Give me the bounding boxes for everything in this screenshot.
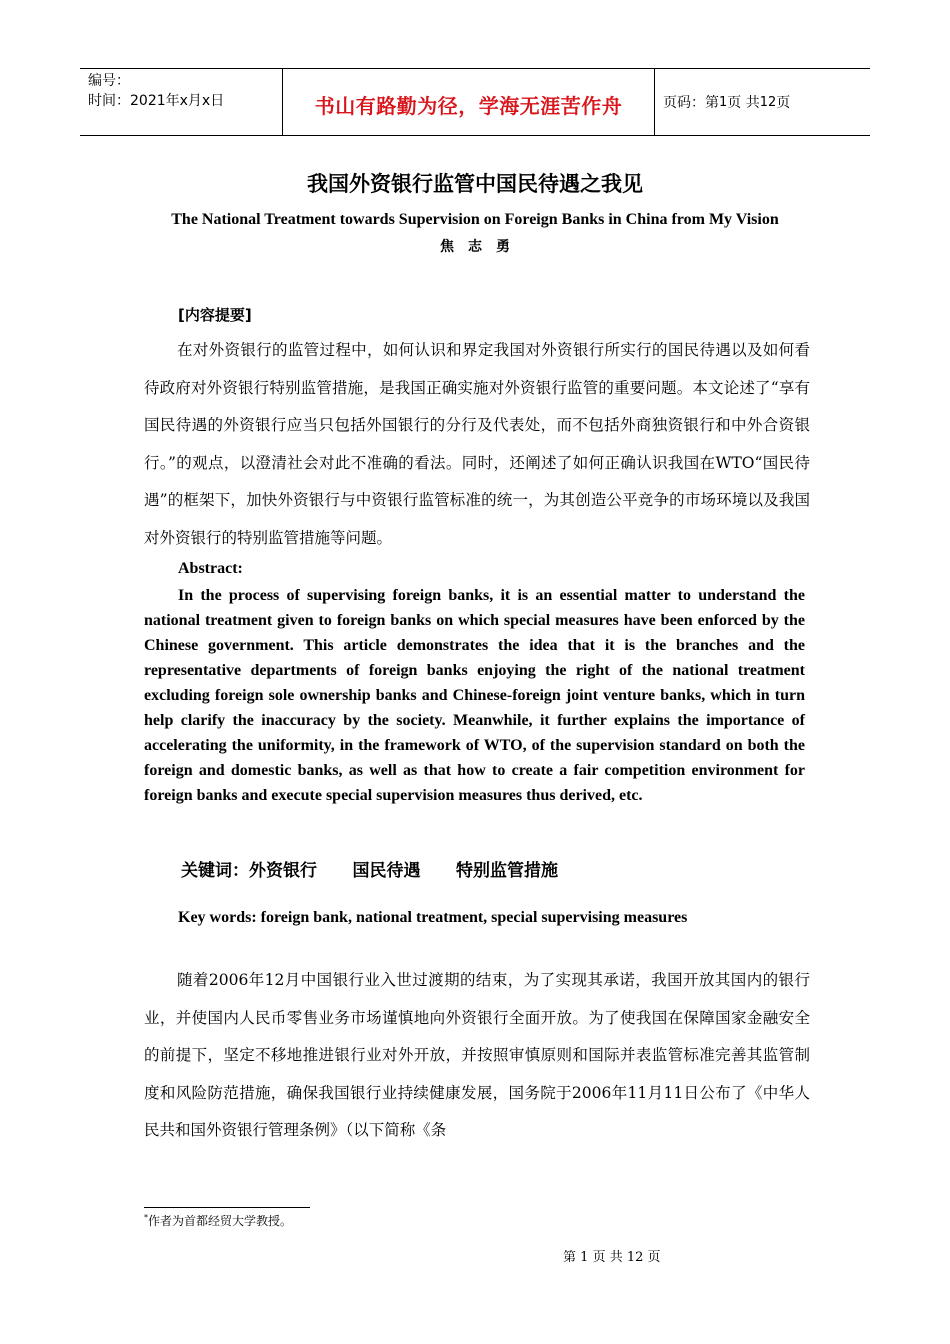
keyword-2: 国民待遇 [352, 861, 421, 881]
page-footer [563, 1246, 661, 1265]
time-label: 时间：2021年x月x日 [88, 93, 225, 109]
abstract-text: In the process of supervising foreign banks, it is an essential matter to understand the national treatment given to foreign banks on which special measures have been enforced by the Chinese government. This article demonstrates the idea that it is the branches and the representative departments of foreign banks enjoying the right of the national treatment excluding foreign sole ownership banks and Chinese-foreign joint venture banks, which in turn help clarify the inaccuracy by the society. Meanwhile, it further explains the importance of accelerating the uniformity, in the framework of WTO, of the supervision standard on both the foreign and domestic banks, as well as that how to create a fair competition environment for foreign banks and execute special supervision measures thus derived, etc. [144, 587, 805, 804]
page-current: 1 [719, 94, 728, 110]
keywords-cn-label: 关键词： [181, 861, 249, 881]
footer-prefix: 第 [563, 1250, 577, 1265]
page-suffix: 页 [776, 95, 791, 111]
footer-mid: 页 共 [592, 1250, 623, 1265]
keywords-cn [181, 856, 558, 881]
author-name: 焦志勇 [440, 239, 524, 255]
motto: 书山有路勤为径，学海无涯苦作舟 [314, 93, 623, 118]
abstract-label: Abstract: [178, 560, 243, 577]
page-prefix: 页码：第 [663, 95, 719, 111]
document-header [80, 68, 870, 136]
header-motto-cell [282, 69, 655, 135]
footnote-marker: * [144, 1213, 148, 1222]
page-subtitle: The National Treatment towards Supervision on Foreign Banks in China from My Vision [171, 211, 779, 228]
footer-total: 12 [626, 1250, 644, 1265]
footnote-divider [144, 1207, 310, 1208]
page-total: 12 [759, 94, 777, 110]
footnote [144, 1212, 292, 1229]
summary-label: [内容提要] [178, 306, 252, 324]
page-mid: 页 共 [727, 95, 760, 111]
footer-suffix: 页 [647, 1250, 661, 1265]
keyword-1: 外资银行 [249, 861, 317, 881]
footnote-text: 作者为首都经贸大学教授。 [148, 1214, 293, 1228]
body-paragraph: 随着2006年12月中国银行业入世过渡期的结束，为了实现其承诺，我国开放其国内的银行业，并使国内人民币零售业务市场谨慎地向外资银行全面开放。为了使我国在保障国家金融安全的前提下，坚定不移地推进银行业对外开放，并按照审慎原则和国际并表监管标准完善其监管制度和风险防范措施，确保我国银行业持续健康发展，国务院于2006年11月11日公布了《中华人民共和国外资银行管理条例》（以下简称《条 [144, 971, 810, 1139]
page-title: 我国外资银行监管中国民待遇之我见 [307, 172, 643, 196]
header-info-cell [80, 69, 282, 135]
number-label: 编号： [88, 73, 130, 89]
footer-current: 1 [580, 1250, 589, 1265]
header-page-cell [655, 69, 870, 135]
summary-text: 在对外资银行的监管过程中，如何认识和界定我国对外资银行所实行的国民待遇以及如何看待政府对外资银行特别监管措施，是我国正确实施对外资银行监管的重要问题。本文论述了“享有国民待遇的外资银行应当只包括外国银行的分行及代表处，而不包括外商独资银行和中外合资银行。”的观点，以澄清社会对此不准确的看法。同时，还阐述了如何正确认识我国在WTO“国民待遇”的框架下，加快外资银行与中资银行监管标准的统一，为其创造公平竞争的市场环境以及我国对外资银行的特别监管措施等问题。 [144, 341, 811, 547]
keywords-en: Key words: foreign bank, national treatment, special supervising measures [178, 909, 688, 926]
keyword-3: 特别监管措施 [456, 861, 559, 881]
